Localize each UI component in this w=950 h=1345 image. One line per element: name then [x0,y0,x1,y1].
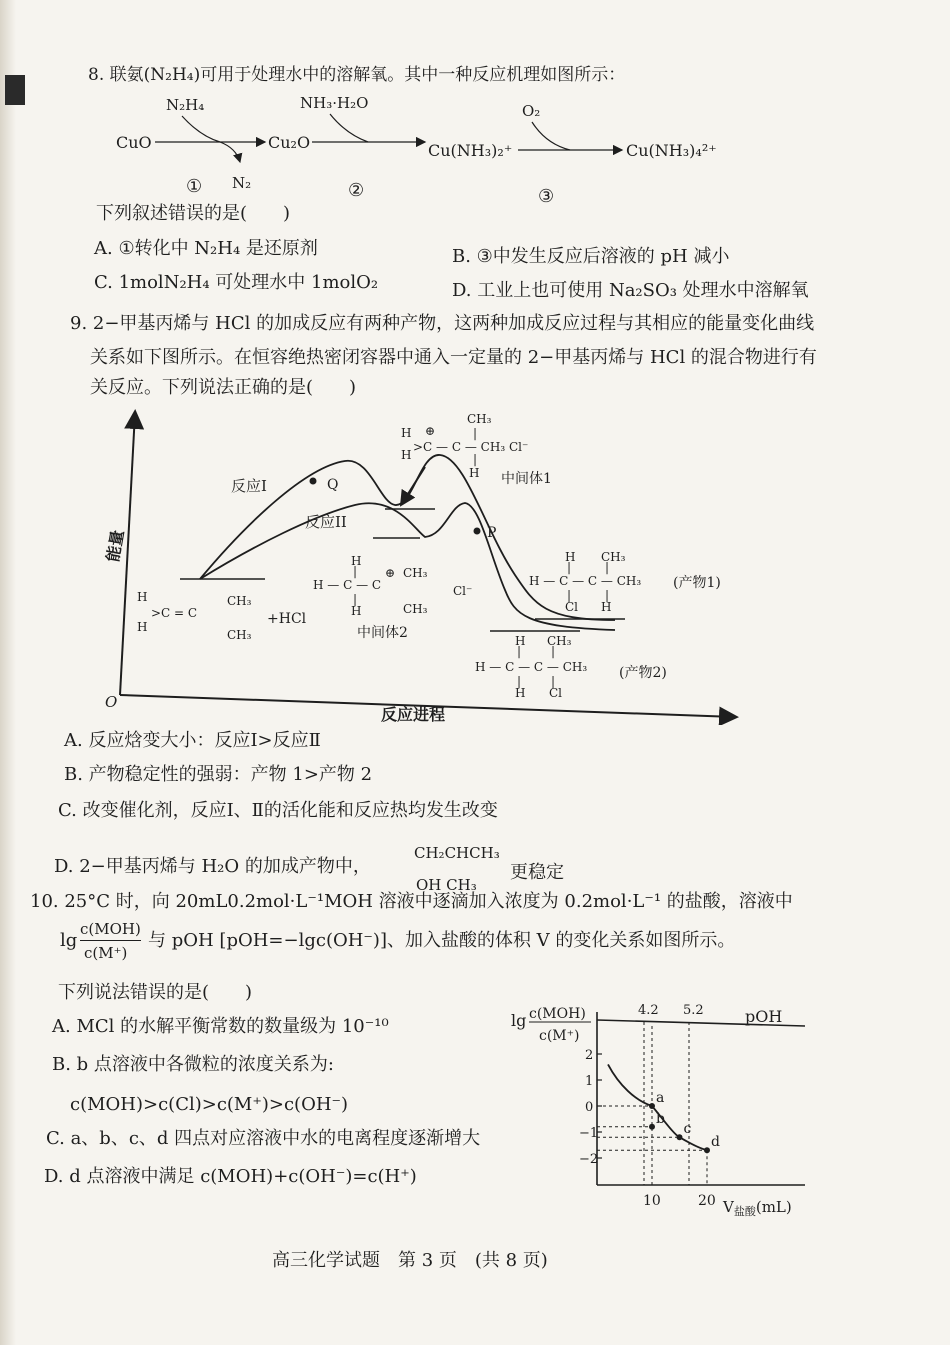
q10-point-label-c: c [683,1121,692,1138]
svg-text:|: | [473,426,478,440]
svg-text:H — C — C — CH₃: H — C — C — CH₃ [475,660,588,674]
scan-mark [5,75,25,105]
scheme-nh3h2o: NH₃·H₂O [300,94,369,112]
product1-label: (产物1) [673,575,721,591]
point-q-marker [310,478,317,485]
svg-text:CH₃: CH₃ [227,594,252,608]
svg-text:H: H [351,604,362,618]
svg-text:Cl⁻: Cl⁻ [453,584,473,598]
q8-option-b: B. ③中发生反应后溶液的 pH 减小 [452,246,730,267]
q10-y-tick-label: 1 [585,1074,594,1089]
q10-x-tick-label: 20 [698,1193,716,1209]
q10-y-tick-label: −1 [579,1126,599,1141]
product2-label: (产物2) [619,665,667,681]
svg-text:H: H [515,686,526,700]
q9-option-b: B. 产物稳定性的强弱：产物 1>产物 2 [64,764,373,785]
arrow-n2h4-in [182,116,220,142]
q10-option-c: C. a、b、c、d 四点对应溶液中水的电离程度逐渐增大 [46,1128,481,1149]
q10-point-label-b: b [656,1110,665,1127]
q9-option-d-formula-bottom: OH CH₃ [416,876,477,894]
q9-option-c: C. 改变催化剂，反应Ⅰ、Ⅱ的活化能和反应热均发生改变 [58,800,498,821]
q10-point-b [649,1124,655,1130]
svg-text:|: | [551,644,556,658]
q10-question: 下列说法错误的是( ) [58,982,253,1003]
q10-point-d [704,1147,710,1153]
point-p-marker [474,528,481,535]
q10-point-a [649,1103,655,1109]
scheme-n2h4: N₂H₄ [166,96,205,114]
svg-text:H: H [469,466,480,480]
page-footer: 高三化学试题 第 3 页 (共 8 页) [272,1250,548,1271]
scheme-step1: ① [186,176,203,197]
q10-option-b: B. b 点溶液中各微粒的浓度关系为: [52,1054,334,1075]
q10-top-tick-label: 5.2 [683,1003,704,1018]
arrow-n2-out [220,142,240,162]
q10-chart [505,992,815,1220]
intermediate2-structure [313,554,472,618]
q9-option-a: A. 反应焓变大小：反应Ⅰ>反应Ⅱ [64,730,321,751]
energy-x-label: 反应进程 [381,705,446,724]
q10-option-d: D. d 点溶液中满足 c(MOH)+c(OH⁻)=c(H⁺) [44,1166,417,1187]
q8-stem: 8. 联氨(N₂H₄)可用于处理水中的溶解氧。其中一种反应机理如图所示： [88,65,626,85]
point-q-label: Q [327,477,339,493]
svg-text:Cl: Cl [549,686,563,700]
scheme-cunh3: Cu(NH₃)₂⁺ [428,141,513,160]
intermediate1-structure [401,412,528,480]
svg-text:CH₃: CH₃ [547,634,572,648]
q9-stem-line2: 关系如下图所示。在恒容绝热密闭容器中通入一定量的 2−甲基丙烯与 HCl 的混合物进行有 [90,347,817,368]
reactant-structure [137,590,252,642]
svg-text:|: | [353,564,358,578]
q10-point-label-a: a [656,1090,665,1106]
svg-text:>C — C — CH₃ Cl⁻: >C — C — CH₃ Cl⁻ [413,440,529,454]
svg-text:H: H [137,620,148,634]
scheme-step2: ② [348,180,365,201]
svg-text:|: | [353,592,358,606]
q10-x-tick-label: 10 [643,1193,661,1209]
scan-edge [0,0,16,1345]
q10-chart-plot [579,1003,805,1209]
scheme-o2: O₂ [522,102,541,120]
scheme-step3: ③ [538,186,555,207]
svg-text:|: | [567,560,572,574]
svg-text:|: | [605,588,610,602]
svg-text:H: H [137,590,148,604]
q10-top-tick-label: 4.2 [638,1003,659,1018]
intermediate2-label: 中间体2 [357,625,408,641]
product1-structure [529,550,641,614]
q8-option-a: A. ①转化中 N₂H₄ 是还原剂 [94,238,318,259]
q10-point-label-d: d [711,1134,720,1151]
energy-origin: O [105,693,118,711]
q8-option-c: C. 1molN₂H₄ 可处理水中 1molO₂ [94,272,379,293]
q9-stem-line1: 9. 2−甲基丙烯与 HCl 的加成反应有两种产物，这两种加成反应过程与其相应的能量变化曲线 [70,313,815,334]
energy-y-label: 能量 [103,528,128,564]
svg-text:H: H [401,448,412,462]
svg-text:|: | [517,674,522,688]
q10-lg: lg [60,930,78,951]
svg-text:H: H [601,600,612,614]
svg-text:CH₃: CH₃ [227,628,252,642]
arrow-o2-in [532,122,570,150]
q10-chart-xlabel: $V_{盐酸}(mL)$ [723,1198,792,1218]
q10-y-tick-label: 2 [585,1048,594,1063]
svg-text:CH₃: CH₃ [601,550,626,564]
arrow-to-intermediate1 [401,467,425,505]
svg-text:H: H [515,634,526,648]
q10-y-tick-label: 0 [585,1100,594,1115]
arrow-nh3-in [330,114,368,142]
reaction2-label: 反应II [305,513,347,531]
svg-text:H — C — C: H — C — C [313,578,382,592]
q8-question: 下列叙述错误的是( ) [96,203,291,224]
svg-text:|: | [473,452,478,466]
q10-chart-top-axis-label: pOH [745,1007,783,1026]
q10-point-c [677,1134,683,1140]
svg-text:⊕: ⊕ [385,566,396,580]
scheme-cu2o: Cu₂O [268,133,311,152]
q10-frac-numerator: c(MOH) [80,918,141,941]
svg-text:|: | [517,644,522,658]
q10-chart-ylabel-den: c(M⁺) [539,1028,580,1044]
q10-frac-denominator: c(M⁺) [84,944,128,962]
q10-chart-ylabel-lg: lg [511,1011,527,1030]
q10-stem-line1: 10. 25°C 时，向 20mL0.2mol·L⁻¹MOH 溶液中逐滴加入浓度为 0.2mol·L⁻¹ 的盐酸，溶液中 [30,891,793,912]
svg-text:H — C — C — CH₃: H — C — C — CH₃ [529,574,642,588]
q10-option-a: A. MCl 的水解平衡常数的数量级为 10⁻¹⁰ [52,1016,389,1037]
q10-option-b-relation: c(MOH)>c(Cl)>c(M⁺)>c(OH⁻) [70,1094,349,1115]
plus-hcl: +HCl [267,611,307,627]
q9-stem-line3: 关反应。下列说法正确的是( ) [90,377,357,398]
q10-stem-line2: 与 pOH [pOH=−lgc(OH⁻)]、加入盐酸的体积 V 的变化关系如图所示。 [148,930,736,951]
scheme-cuo: CuO [116,133,152,152]
svg-text:>C = C: >C = C [151,606,198,620]
scheme-cunh34: Cu(NH₃)₄²⁺ [626,141,717,160]
svg-text:H: H [565,550,576,564]
svg-text:Cl: Cl [565,600,579,614]
svg-text:⊕: ⊕ [425,424,436,438]
q9-energy-diagram [95,405,755,725]
q8-reaction-scheme [100,92,760,210]
svg-text:CH₃: CH₃ [403,566,428,580]
q9-option-d-pre: D. 2−甲基丙烯与 H₂O 的加成产物中， [54,856,371,877]
svg-text:|: | [567,588,572,602]
q10-y-tick-label: −2 [579,1152,599,1167]
q9-option-d-formula-top: CH₂CHCH₃ [414,844,500,862]
svg-text:CH₃: CH₃ [403,602,428,616]
product2-structure [475,634,587,700]
q9-option-d-post: 更稳定 [510,862,564,883]
svg-text:|: | [605,560,610,574]
svg-text:H: H [401,426,412,440]
scheme-n2: N₂ [232,174,252,192]
q8-option-d: D. 工业上也可使用 Na₂SO₃ 处理水中溶解氧 [452,280,809,301]
intermediate1-label: 中间体1 [501,471,552,487]
svg-text:CH₃: CH₃ [467,412,492,426]
reaction1-label: 反应I [231,477,267,495]
svg-text:H: H [351,554,362,568]
q10-chart-ylabel-num: c(MOH) [529,1006,586,1022]
svg-text:|: | [551,674,556,688]
point-p-label: P [487,525,497,541]
